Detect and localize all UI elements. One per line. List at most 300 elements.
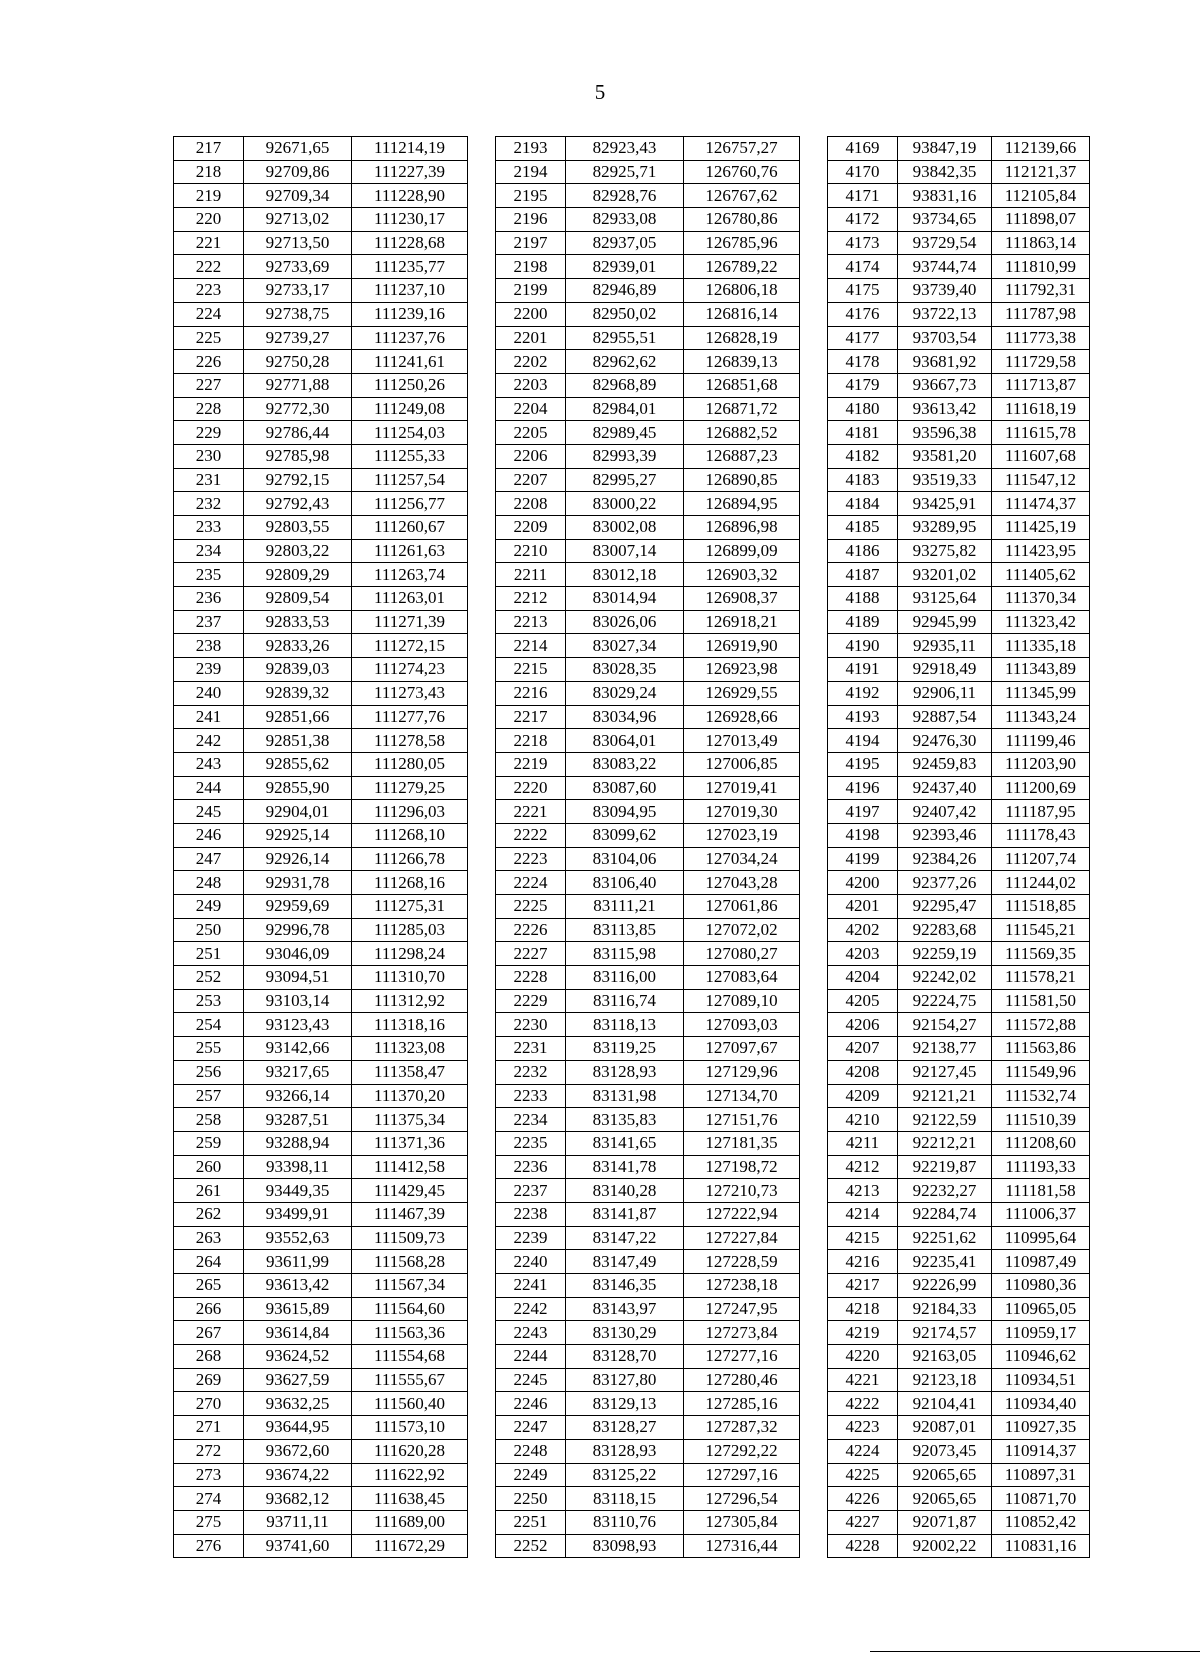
y-coordinate-cell: 127019,30 [684, 800, 800, 824]
column-gap [800, 871, 828, 895]
column-gap [800, 350, 828, 374]
x-coordinate-cell: 83147,22 [566, 1226, 684, 1250]
x-coordinate-cell: 93842,35 [898, 160, 992, 184]
x-coordinate-cell: 93847,19 [898, 137, 992, 161]
point-number-cell: 224 [174, 302, 244, 326]
x-coordinate-cell: 83000,22 [566, 492, 684, 516]
y-coordinate-cell: 111271,39 [352, 610, 468, 634]
x-coordinate-cell: 92926,14 [244, 847, 352, 871]
point-number-cell: 4225 [828, 1463, 898, 1487]
x-coordinate-cell: 83115,98 [566, 942, 684, 966]
y-coordinate-cell: 110934,40 [992, 1392, 1090, 1416]
table-row [174, 1084, 1090, 1108]
point-number-cell: 238 [174, 634, 244, 658]
x-coordinate-cell: 83118,13 [566, 1013, 684, 1037]
x-coordinate-cell: 92127,45 [898, 1060, 992, 1084]
x-coordinate-cell: 83116,74 [566, 989, 684, 1013]
point-number-cell: 2208 [496, 492, 566, 516]
point-number-cell: 236 [174, 587, 244, 611]
y-coordinate-cell: 110959,17 [992, 1321, 1090, 1345]
y-coordinate-cell: 126816,14 [684, 302, 800, 326]
x-coordinate-cell: 92839,03 [244, 658, 352, 682]
column-gap [800, 610, 828, 634]
point-number-cell: 2206 [496, 444, 566, 468]
point-number-cell: 220 [174, 208, 244, 232]
column-gap [468, 468, 496, 492]
column-gap [468, 1037, 496, 1061]
table-row [174, 184, 1090, 208]
column-gap [800, 1179, 828, 1203]
y-coordinate-cell: 110852,42 [992, 1510, 1090, 1534]
y-coordinate-cell: 126887,23 [684, 444, 800, 468]
point-number-cell: 251 [174, 942, 244, 966]
y-coordinate-cell: 127238,18 [684, 1274, 800, 1298]
y-coordinate-cell: 126919,90 [684, 634, 800, 658]
y-coordinate-cell: 127316,44 [684, 1534, 800, 1558]
table-row [174, 1226, 1090, 1250]
point-number-cell: 2213 [496, 610, 566, 634]
column-gap [468, 1463, 496, 1487]
column-gap [468, 563, 496, 587]
y-coordinate-cell: 127089,10 [684, 989, 800, 1013]
column-gap [468, 1487, 496, 1511]
column-gap [800, 160, 828, 184]
y-coordinate-cell: 111257,54 [352, 468, 468, 492]
point-number-cell: 4183 [828, 468, 898, 492]
column-gap [800, 1084, 828, 1108]
point-number-cell: 4194 [828, 729, 898, 753]
point-number-cell: 4206 [828, 1013, 898, 1037]
point-number-cell: 4192 [828, 681, 898, 705]
y-coordinate-cell: 110987,49 [992, 1250, 1090, 1274]
point-number-cell: 2236 [496, 1155, 566, 1179]
y-coordinate-cell: 111555,67 [352, 1368, 468, 1392]
y-coordinate-cell: 111567,34 [352, 1274, 468, 1298]
point-number-cell: 2223 [496, 847, 566, 871]
table-row [174, 1439, 1090, 1463]
point-number-cell: 2247 [496, 1416, 566, 1440]
y-coordinate-cell: 126757,27 [684, 137, 800, 161]
x-coordinate-cell: 93499,91 [244, 1202, 352, 1226]
table-row [174, 1534, 1090, 1558]
y-coordinate-cell: 126896,98 [684, 516, 800, 540]
table-row [174, 610, 1090, 634]
x-coordinate-cell: 93744,74 [898, 255, 992, 279]
column-gap [468, 421, 496, 445]
point-number-cell: 219 [174, 184, 244, 208]
point-number-cell: 4191 [828, 658, 898, 682]
y-coordinate-cell: 111370,20 [352, 1084, 468, 1108]
point-number-cell: 218 [174, 160, 244, 184]
x-coordinate-cell: 82984,01 [566, 397, 684, 421]
table-row [174, 1060, 1090, 1084]
x-coordinate-cell: 92887,54 [898, 705, 992, 729]
column-gap [800, 421, 828, 445]
table-row [174, 1368, 1090, 1392]
point-number-cell: 222 [174, 255, 244, 279]
x-coordinate-cell: 93614,84 [244, 1321, 352, 1345]
x-coordinate-cell: 93425,91 [898, 492, 992, 516]
column-gap [468, 184, 496, 208]
point-number-cell: 2212 [496, 587, 566, 611]
column-gap [468, 1084, 496, 1108]
column-gap [800, 444, 828, 468]
x-coordinate-cell: 93266,14 [244, 1084, 352, 1108]
y-coordinate-cell: 111474,37 [992, 492, 1090, 516]
x-coordinate-cell: 92918,49 [898, 658, 992, 682]
point-number-cell: 2203 [496, 373, 566, 397]
point-number-cell: 4210 [828, 1108, 898, 1132]
y-coordinate-cell: 111263,74 [352, 563, 468, 587]
point-number-cell: 2205 [496, 421, 566, 445]
column-gap [468, 942, 496, 966]
y-coordinate-cell: 111412,58 [352, 1155, 468, 1179]
x-coordinate-cell: 93741,60 [244, 1534, 352, 1558]
y-coordinate-cell: 111228,90 [352, 184, 468, 208]
point-number-cell: 275 [174, 1510, 244, 1534]
column-gap [468, 1202, 496, 1226]
y-coordinate-cell: 111268,16 [352, 871, 468, 895]
y-coordinate-cell: 111318,16 [352, 1013, 468, 1037]
x-coordinate-cell: 92851,66 [244, 705, 352, 729]
y-coordinate-cell: 111581,50 [992, 989, 1090, 1013]
point-number-cell: 2202 [496, 350, 566, 374]
x-coordinate-cell: 92235,41 [898, 1250, 992, 1274]
column-gap [800, 1368, 828, 1392]
y-coordinate-cell: 111429,45 [352, 1179, 468, 1203]
x-coordinate-cell: 92071,87 [898, 1510, 992, 1534]
y-coordinate-cell: 126899,09 [684, 539, 800, 563]
y-coordinate-cell: 111563,36 [352, 1321, 468, 1345]
x-coordinate-cell: 82968,89 [566, 373, 684, 397]
y-coordinate-cell: 127228,59 [684, 1250, 800, 1274]
x-coordinate-cell: 83083,22 [566, 752, 684, 776]
point-number-cell: 239 [174, 658, 244, 682]
column-gap [800, 539, 828, 563]
y-coordinate-cell: 111181,58 [992, 1179, 1090, 1203]
column-gap [468, 444, 496, 468]
point-number-cell: 2217 [496, 705, 566, 729]
x-coordinate-cell: 92251,62 [898, 1226, 992, 1250]
point-number-cell: 2251 [496, 1510, 566, 1534]
y-coordinate-cell: 112105,84 [992, 184, 1090, 208]
point-number-cell: 4221 [828, 1368, 898, 1392]
point-number-cell: 2196 [496, 208, 566, 232]
point-number-cell: 2244 [496, 1345, 566, 1369]
y-coordinate-cell: 127305,84 [684, 1510, 800, 1534]
x-coordinate-cell: 82933,08 [566, 208, 684, 232]
y-coordinate-cell: 111792,31 [992, 279, 1090, 303]
column-gap [800, 184, 828, 208]
x-coordinate-cell: 93644,95 [244, 1416, 352, 1440]
point-number-cell: 4226 [828, 1487, 898, 1511]
table-row [174, 208, 1090, 232]
x-coordinate-cell: 92104,41 [898, 1392, 992, 1416]
table-row [174, 1108, 1090, 1132]
y-coordinate-cell: 126767,62 [684, 184, 800, 208]
column-gap [800, 1202, 828, 1226]
point-number-cell: 2231 [496, 1037, 566, 1061]
y-coordinate-cell: 111228,68 [352, 231, 468, 255]
y-coordinate-cell: 126929,55 [684, 681, 800, 705]
y-coordinate-cell: 111275,31 [352, 895, 468, 919]
column-gap [800, 1416, 828, 1440]
y-coordinate-cell: 111256,77 [352, 492, 468, 516]
x-coordinate-cell: 83028,35 [566, 658, 684, 682]
point-number-cell: 2227 [496, 942, 566, 966]
point-number-cell: 268 [174, 1345, 244, 1369]
column-gap [800, 255, 828, 279]
x-coordinate-cell: 92476,30 [898, 729, 992, 753]
table-row [174, 823, 1090, 847]
table-row [174, 563, 1090, 587]
point-number-cell: 2242 [496, 1297, 566, 1321]
x-coordinate-cell: 92809,54 [244, 587, 352, 611]
column-gap [468, 1392, 496, 1416]
column-gap [800, 895, 828, 919]
column-gap [468, 800, 496, 824]
x-coordinate-cell: 93632,25 [244, 1392, 352, 1416]
y-coordinate-cell: 127093,03 [684, 1013, 800, 1037]
point-number-cell: 4176 [828, 302, 898, 326]
column-gap [468, 1060, 496, 1084]
column-gap [800, 279, 828, 303]
column-gap [800, 1534, 828, 1558]
column-gap [800, 1463, 828, 1487]
column-gap [800, 1013, 828, 1037]
column-gap [468, 326, 496, 350]
x-coordinate-cell: 93275,82 [898, 539, 992, 563]
y-coordinate-cell: 127222,94 [684, 1202, 800, 1226]
column-gap [800, 302, 828, 326]
x-coordinate-cell: 83099,62 [566, 823, 684, 847]
column-gap [468, 871, 496, 895]
x-coordinate-cell: 92671,65 [244, 137, 352, 161]
x-coordinate-cell: 82939,01 [566, 255, 684, 279]
x-coordinate-cell: 82923,43 [566, 137, 684, 161]
point-number-cell: 2246 [496, 1392, 566, 1416]
point-number-cell: 274 [174, 1487, 244, 1511]
y-coordinate-cell: 127006,85 [684, 752, 800, 776]
column-gap [800, 1297, 828, 1321]
table-row [174, 373, 1090, 397]
column-gap [800, 823, 828, 847]
column-gap [468, 895, 496, 919]
point-number-cell: 4170 [828, 160, 898, 184]
x-coordinate-cell: 92121,21 [898, 1084, 992, 1108]
column-gap [800, 326, 828, 350]
point-number-cell: 2243 [496, 1321, 566, 1345]
point-number-cell: 2238 [496, 1202, 566, 1226]
point-number-cell: 265 [174, 1274, 244, 1298]
point-number-cell: 4209 [828, 1084, 898, 1108]
table-row [174, 160, 1090, 184]
point-number-cell: 264 [174, 1250, 244, 1274]
point-number-cell: 252 [174, 966, 244, 990]
x-coordinate-cell: 93217,65 [244, 1060, 352, 1084]
point-number-cell: 230 [174, 444, 244, 468]
x-coordinate-cell: 92242,02 [898, 966, 992, 990]
y-coordinate-cell: 127227,84 [684, 1226, 800, 1250]
y-coordinate-cell: 111863,14 [992, 231, 1090, 255]
x-coordinate-cell: 92839,32 [244, 681, 352, 705]
y-coordinate-cell: 127287,32 [684, 1416, 800, 1440]
column-gap [800, 1250, 828, 1274]
x-coordinate-cell: 92833,53 [244, 610, 352, 634]
point-number-cell: 4223 [828, 1416, 898, 1440]
y-coordinate-cell: 111615,78 [992, 421, 1090, 445]
column-gap [800, 634, 828, 658]
point-number-cell: 244 [174, 776, 244, 800]
x-coordinate-cell: 82962,62 [566, 350, 684, 374]
point-number-cell: 4228 [828, 1534, 898, 1558]
table-row [174, 752, 1090, 776]
y-coordinate-cell: 111343,89 [992, 658, 1090, 682]
x-coordinate-cell: 93703,54 [898, 326, 992, 350]
column-gap [468, 729, 496, 753]
point-number-cell: 243 [174, 752, 244, 776]
table-row [174, 516, 1090, 540]
point-number-cell: 4169 [828, 137, 898, 161]
column-gap [468, 350, 496, 374]
y-coordinate-cell: 110980,36 [992, 1274, 1090, 1298]
y-coordinate-cell: 111273,43 [352, 681, 468, 705]
y-coordinate-cell: 111237,10 [352, 279, 468, 303]
point-number-cell: 253 [174, 989, 244, 1013]
y-coordinate-cell: 111549,96 [992, 1060, 1090, 1084]
x-coordinate-cell: 92073,45 [898, 1439, 992, 1463]
y-coordinate-cell: 111568,28 [352, 1250, 468, 1274]
y-coordinate-cell: 111572,88 [992, 1013, 1090, 1037]
table-row [174, 350, 1090, 374]
y-coordinate-cell: 111545,21 [992, 918, 1090, 942]
x-coordinate-cell: 92709,86 [244, 160, 352, 184]
x-coordinate-cell: 92407,42 [898, 800, 992, 824]
y-coordinate-cell: 127083,64 [684, 966, 800, 990]
y-coordinate-cell: 111618,19 [992, 397, 1090, 421]
point-number-cell: 245 [174, 800, 244, 824]
y-coordinate-cell: 127151,76 [684, 1108, 800, 1132]
point-number-cell: 4216 [828, 1250, 898, 1274]
point-number-cell: 259 [174, 1131, 244, 1155]
x-coordinate-cell: 83141,78 [566, 1155, 684, 1179]
footer-rule [870, 1651, 1200, 1652]
table-row [174, 1155, 1090, 1179]
x-coordinate-cell: 83128,93 [566, 1060, 684, 1084]
x-coordinate-cell: 92904,01 [244, 800, 352, 824]
y-coordinate-cell: 111263,01 [352, 587, 468, 611]
point-number-cell: 2215 [496, 658, 566, 682]
column-gap [800, 989, 828, 1013]
column-gap [468, 1274, 496, 1298]
x-coordinate-cell: 93596,38 [898, 421, 992, 445]
point-number-cell: 4177 [828, 326, 898, 350]
table-row [174, 539, 1090, 563]
x-coordinate-cell: 83147,49 [566, 1250, 684, 1274]
x-coordinate-cell: 92855,62 [244, 752, 352, 776]
point-number-cell: 227 [174, 373, 244, 397]
y-coordinate-cell: 111235,77 [352, 255, 468, 279]
point-number-cell: 4218 [828, 1297, 898, 1321]
point-number-cell: 260 [174, 1155, 244, 1179]
y-coordinate-cell: 126890,85 [684, 468, 800, 492]
y-coordinate-cell: 127198,72 [684, 1155, 800, 1179]
table-row [174, 895, 1090, 919]
x-coordinate-cell: 93624,52 [244, 1345, 352, 1369]
x-coordinate-cell: 92733,17 [244, 279, 352, 303]
y-coordinate-cell: 111279,25 [352, 776, 468, 800]
point-number-cell: 4222 [828, 1392, 898, 1416]
y-coordinate-cell: 111405,62 [992, 563, 1090, 587]
x-coordinate-cell: 83127,80 [566, 1368, 684, 1392]
point-number-cell: 234 [174, 539, 244, 563]
table-row [174, 681, 1090, 705]
point-number-cell: 2252 [496, 1534, 566, 1558]
x-coordinate-cell: 83141,65 [566, 1131, 684, 1155]
x-coordinate-cell: 92772,30 [244, 397, 352, 421]
y-coordinate-cell: 111547,12 [992, 468, 1090, 492]
y-coordinate-cell: 111423,95 [992, 539, 1090, 563]
point-number-cell: 2240 [496, 1250, 566, 1274]
point-number-cell: 4179 [828, 373, 898, 397]
point-number-cell: 248 [174, 871, 244, 895]
point-number-cell: 4201 [828, 895, 898, 919]
x-coordinate-cell: 82928,76 [566, 184, 684, 208]
point-number-cell: 4190 [828, 634, 898, 658]
y-coordinate-cell: 111371,36 [352, 1131, 468, 1155]
y-coordinate-cell: 111713,87 [992, 373, 1090, 397]
point-number-cell: 250 [174, 918, 244, 942]
point-number-cell: 2218 [496, 729, 566, 753]
y-coordinate-cell: 127072,02 [684, 918, 800, 942]
point-number-cell: 4182 [828, 444, 898, 468]
point-number-cell: 4215 [828, 1226, 898, 1250]
column-gap [800, 373, 828, 397]
point-number-cell: 4178 [828, 350, 898, 374]
y-coordinate-cell: 111672,29 [352, 1534, 468, 1558]
point-number-cell: 2207 [496, 468, 566, 492]
x-coordinate-cell: 83119,25 [566, 1037, 684, 1061]
x-coordinate-cell: 82993,39 [566, 444, 684, 468]
table-row [174, 1013, 1090, 1037]
y-coordinate-cell: 111241,61 [352, 350, 468, 374]
table-row [174, 918, 1090, 942]
table-row [174, 1297, 1090, 1321]
point-number-cell: 4220 [828, 1345, 898, 1369]
y-coordinate-cell: 126871,72 [684, 397, 800, 421]
column-gap [468, 1510, 496, 1534]
table-row [174, 942, 1090, 966]
y-coordinate-cell: 111193,33 [992, 1155, 1090, 1179]
point-number-cell: 276 [174, 1534, 244, 1558]
point-number-cell: 246 [174, 823, 244, 847]
table-row [174, 279, 1090, 303]
x-coordinate-cell: 92713,02 [244, 208, 352, 232]
table-row [174, 1179, 1090, 1203]
table-row [174, 989, 1090, 1013]
x-coordinate-cell: 92935,11 [898, 634, 992, 658]
column-gap [800, 468, 828, 492]
point-number-cell: 225 [174, 326, 244, 350]
column-gap [800, 1037, 828, 1061]
x-coordinate-cell: 93287,51 [244, 1108, 352, 1132]
point-number-cell: 249 [174, 895, 244, 919]
x-coordinate-cell: 92739,27 [244, 326, 352, 350]
y-coordinate-cell: 126806,18 [684, 279, 800, 303]
column-gap [468, 989, 496, 1013]
x-coordinate-cell: 92931,78 [244, 871, 352, 895]
table-row [174, 1321, 1090, 1345]
